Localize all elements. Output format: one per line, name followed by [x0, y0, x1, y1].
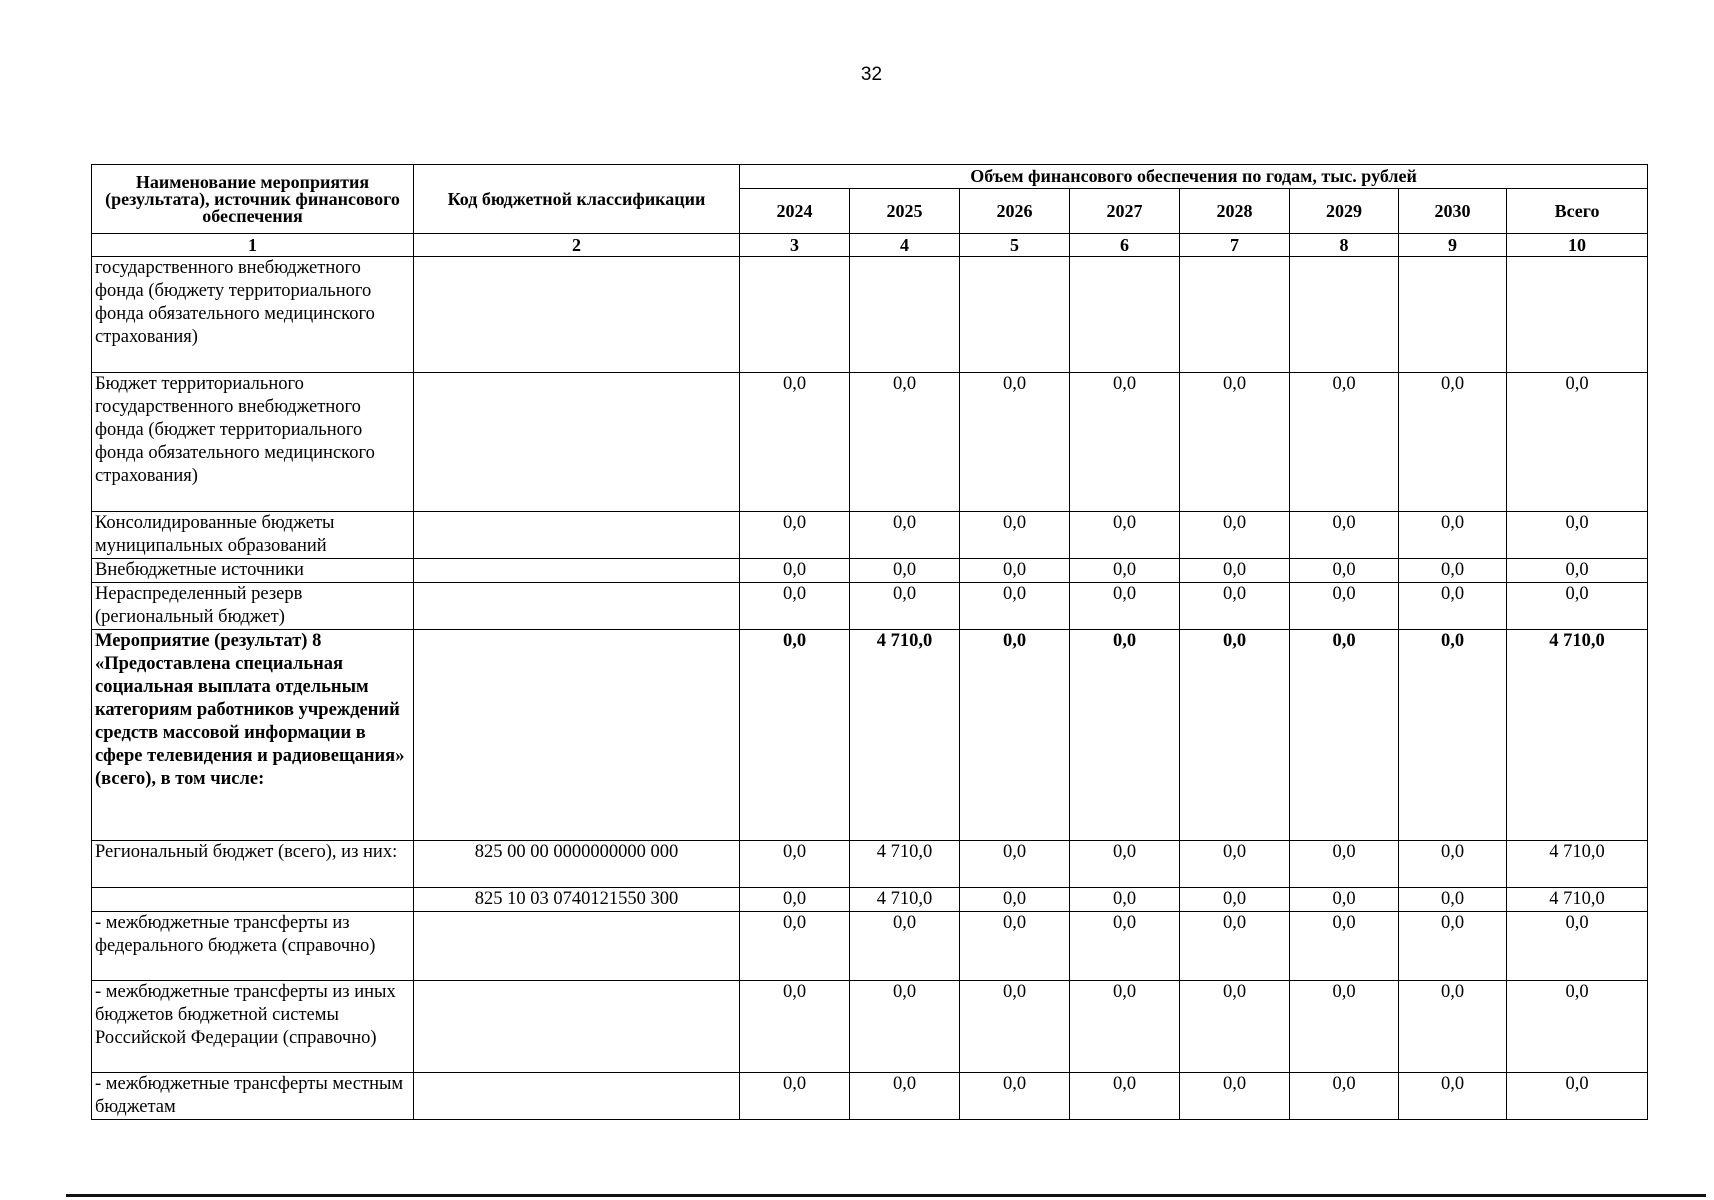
row-year-value: 4 710,0 [850, 841, 960, 888]
table-body [92, 257, 1648, 1120]
row-budget-code [414, 630, 740, 841]
row-year-value [960, 257, 1070, 373]
row-total-value: 0,0 [1507, 559, 1648, 583]
table-row [92, 841, 1648, 888]
row-year-value: 0,0 [1180, 373, 1290, 512]
row-year-value [850, 257, 960, 373]
row-year-value: 0,0 [740, 841, 850, 888]
row-year-value: 0,0 [740, 630, 850, 841]
row-budget-code [414, 912, 740, 981]
row-year-value: 0,0 [1070, 512, 1180, 559]
row-year-value: 0,0 [850, 512, 960, 559]
header-name: Наименование мероприятия (результата), источник финансового обеспечения [92, 165, 414, 234]
row-name: - межбюджетные трансферты из иных бюджетов бюджетной системы Российской Федерации (справочно) [92, 981, 414, 1073]
row-year-value: 0,0 [1070, 630, 1180, 841]
row-year-value: 0,0 [740, 559, 850, 583]
row-year-value: 0,0 [1180, 512, 1290, 559]
row-year-value: 0,0 [850, 559, 960, 583]
row-name: Мероприятие (результат) 8 «Предоставлена специальная социальная выплата отдельным категориям работников учреждений средств массовой информации в сфере телевидения и радиовещания» (всего), в том числе: [92, 630, 414, 841]
row-name: Нераспределенный резерв (региональный бюджет) [92, 583, 414, 630]
row-budget-code: 825 10 03 0740121550 300 [414, 888, 740, 912]
table-header [92, 165, 1648, 257]
table-row [92, 583, 1648, 630]
row-name: Внебюджетные источники [92, 559, 414, 583]
row-name: - межбюджетные трансферты из федерального бюджета (справочно) [92, 912, 414, 981]
row-total-value: 0,0 [1507, 373, 1648, 512]
table-row [92, 630, 1648, 841]
row-year-value: 0,0 [740, 888, 850, 912]
row-year-value: 0,0 [1399, 1073, 1507, 1120]
row-year-value: 0,0 [850, 912, 960, 981]
row-year-value: 0,0 [740, 583, 850, 630]
row-year-value: 4 710,0 [850, 630, 960, 841]
financing-table [91, 164, 1648, 1120]
header-year: 2030 [1399, 189, 1507, 234]
header-year: 2026 [960, 189, 1070, 234]
page-number: 32 [860, 64, 883, 85]
row-year-value: 0,0 [850, 373, 960, 512]
row-year-value: 0,0 [1290, 559, 1399, 583]
row-year-value [740, 257, 850, 373]
row-total-value: 0,0 [1507, 512, 1648, 559]
row-year-value: 0,0 [1180, 559, 1290, 583]
row-year-value [1290, 257, 1399, 373]
row-year-value: 0,0 [1290, 512, 1399, 559]
header-year: 2028 [1180, 189, 1290, 234]
table-row [92, 512, 1648, 559]
row-budget-code: 825 00 00 0000000000 000 [414, 841, 740, 888]
row-name [92, 888, 414, 912]
row-year-value: 0,0 [1180, 912, 1290, 981]
row-name: Бюджет территориального государственного внебюджетного фонда (бюджет территориального фонда обязательного медицинского страхования) [92, 373, 414, 512]
row-name: - межбюджетные трансферты местным бюджетам [92, 1073, 414, 1120]
row-year-value: 0,0 [1070, 841, 1180, 888]
table-row [92, 559, 1648, 583]
row-name: государственного внебюджетного фонда (бюджету территориального фонда обязательного медицинского страхования) [92, 257, 414, 373]
row-year-value: 0,0 [740, 981, 850, 1073]
row-year-value: 0,0 [1399, 888, 1507, 912]
row-year-value: 4 710,0 [850, 888, 960, 912]
row-year-value: 0,0 [1399, 373, 1507, 512]
row-year-value: 0,0 [1070, 559, 1180, 583]
row-total-value: 4 710,0 [1507, 630, 1648, 841]
header-volume: Объем финансового обеспечения по годам, тыс. рублей [740, 165, 1648, 189]
row-name: Консолидированные бюджеты муниципальных образований [92, 512, 414, 559]
row-total-value: 0,0 [1507, 583, 1648, 630]
column-number: 6 [1070, 234, 1180, 257]
table-row [92, 373, 1648, 512]
column-number: 9 [1399, 234, 1507, 257]
row-total-value: 0,0 [1507, 1073, 1648, 1120]
row-year-value: 0,0 [740, 1073, 850, 1120]
row-budget-code [414, 559, 740, 583]
row-year-value: 0,0 [1399, 559, 1507, 583]
row-year-value: 0,0 [1290, 888, 1399, 912]
row-total-value [1507, 257, 1648, 373]
row-year-value: 0,0 [960, 630, 1070, 841]
row-year-value: 0,0 [1399, 912, 1507, 981]
row-year-value: 0,0 [1290, 912, 1399, 981]
row-total-value: 0,0 [1507, 981, 1648, 1073]
row-budget-code [414, 1073, 740, 1120]
row-year-value: 0,0 [1180, 888, 1290, 912]
table-row [92, 888, 1648, 912]
column-number: 2 [414, 234, 740, 257]
row-year-value: 0,0 [960, 373, 1070, 512]
row-year-value: 0,0 [1290, 583, 1399, 630]
row-year-value: 0,0 [850, 981, 960, 1073]
row-year-value: 0,0 [740, 912, 850, 981]
row-year-value: 0,0 [1070, 1073, 1180, 1120]
row-year-value: 0,0 [1290, 981, 1399, 1073]
row-year-value: 0,0 [960, 981, 1070, 1073]
row-year-value: 0,0 [1070, 981, 1180, 1073]
header-total: Всего [1507, 189, 1648, 234]
row-year-value: 0,0 [1070, 912, 1180, 981]
header-year: 2027 [1070, 189, 1180, 234]
row-year-value: 0,0 [850, 1073, 960, 1120]
column-number: 10 [1507, 234, 1648, 257]
row-year-value: 0,0 [1399, 981, 1507, 1073]
column-number: 3 [740, 234, 850, 257]
header-year: 2024 [740, 189, 850, 234]
column-number: 5 [960, 234, 1070, 257]
row-year-value [1399, 257, 1507, 373]
header-code: Код бюджетной классификации [414, 165, 740, 234]
row-year-value: 0,0 [850, 583, 960, 630]
row-year-value: 0,0 [1399, 512, 1507, 559]
table-row [92, 1073, 1648, 1120]
row-year-value [1180, 257, 1290, 373]
row-total-value: 4 710,0 [1507, 841, 1648, 888]
row-year-value: 0,0 [1070, 583, 1180, 630]
row-total-value: 4 710,0 [1507, 888, 1648, 912]
row-year-value: 0,0 [1399, 841, 1507, 888]
table-row [92, 912, 1648, 981]
row-year-value: 0,0 [1290, 1073, 1399, 1120]
row-year-value: 0,0 [960, 583, 1070, 630]
row-year-value: 0,0 [1070, 888, 1180, 912]
table-row [92, 981, 1648, 1073]
row-year-value: 0,0 [960, 912, 1070, 981]
row-year-value: 0,0 [960, 888, 1070, 912]
row-year-value: 0,0 [960, 559, 1070, 583]
row-budget-code [414, 981, 740, 1073]
row-year-value: 0,0 [960, 1073, 1070, 1120]
row-year-value: 0,0 [1180, 1073, 1290, 1120]
row-year-value: 0,0 [960, 841, 1070, 888]
row-budget-code [414, 583, 740, 630]
column-number: 4 [850, 234, 960, 257]
row-total-value: 0,0 [1507, 912, 1648, 981]
row-year-value: 0,0 [1180, 630, 1290, 841]
row-year-value [1070, 257, 1180, 373]
column-number: 7 [1180, 234, 1290, 257]
table-row [92, 257, 1648, 373]
row-year-value: 0,0 [1070, 373, 1180, 512]
row-year-value: 0,0 [1180, 583, 1290, 630]
row-name: Региональный бюджет (всего), из них: [92, 841, 414, 888]
bottom-rule [66, 1194, 1706, 1197]
header-year: 2029 [1290, 189, 1399, 234]
row-year-value: 0,0 [1290, 373, 1399, 512]
row-year-value: 0,0 [1290, 630, 1399, 841]
row-budget-code [414, 257, 740, 373]
row-year-value: 0,0 [1180, 981, 1290, 1073]
row-year-value: 0,0 [740, 512, 850, 559]
row-budget-code [414, 373, 740, 512]
row-year-value: 0,0 [740, 373, 850, 512]
row-year-value: 0,0 [1290, 841, 1399, 888]
row-budget-code [414, 512, 740, 559]
column-number: 1 [92, 234, 414, 257]
row-year-value: 0,0 [960, 512, 1070, 559]
column-number: 8 [1290, 234, 1399, 257]
row-year-value: 0,0 [1399, 630, 1507, 841]
row-year-value: 0,0 [1180, 841, 1290, 888]
row-year-value: 0,0 [1399, 583, 1507, 630]
header-year: 2025 [850, 189, 960, 234]
